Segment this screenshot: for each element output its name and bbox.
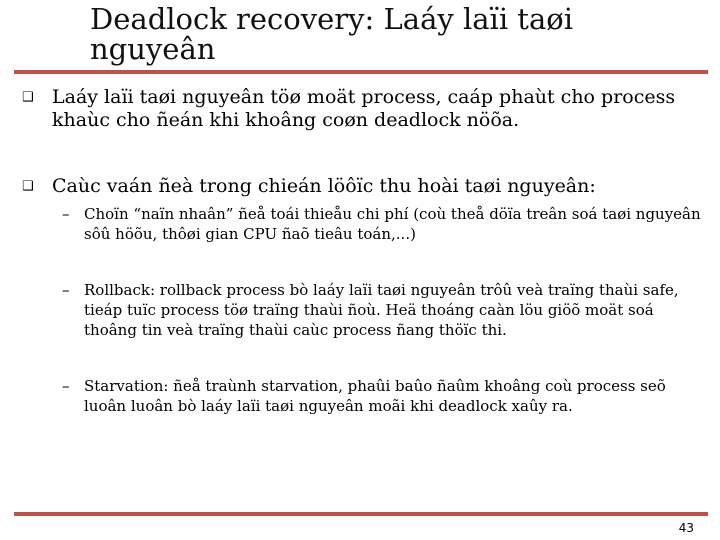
bottom-divider [14,512,708,516]
checkbox-bullet-icon: ❑ [22,90,34,105]
sub-bullet-item [62,376,702,416]
checkbox-bullet-icon: ❑ [22,179,34,194]
sub-bullet-text: Starvation: ñeå traùnh starvation, phaûi baûo ñaûm khoâng coù process seõ luoân luoân bò laáy laïi taøi nguyeân moãi khi deadlock xaûy ra. [84,377,666,415]
bullet-text: Caùc vaán ñeà trong chieán löôïc thu hoài taøi nguyeân: [52,175,596,197]
dash-bullet-icon: – [62,377,70,395]
dash-bullet-icon: – [62,281,70,299]
sub-bullet-text: Choïn “naïn nhaân” ñeå toái thieåu chi phí (coù theå döïa treân soá taøi nguyeân sôû höõu, thôøi gian CPU ñaõ tieâu toán,...) [84,205,701,243]
bullet-item [22,175,712,198]
top-divider [14,70,708,74]
sub-bullet-text: Rollback: rollback process bò laáy laïi taøi nguyeân trôû veà traïng thaùi safe, tieáp tuïc process töø traïng thaùi ñoù. Heä thoáng caàn löu giöõ moät soá thoâng tin veà traïng thaùi caùc process ñang thöïc thi. [84,281,679,339]
dash-bullet-icon: – [62,205,70,223]
bullet-item [22,86,712,132]
sub-bullet-item [62,204,702,244]
slide-title: Deadlock recovery: Laáy laïi taøi nguyeân [90,2,573,66]
sub-bullet-item [62,280,702,340]
page-number: 43 [678,521,694,535]
bullet-text: Laáy laïi taøi nguyeân töø moät process, caáp phaùt cho process khaùc cho ñeán khi khoâng coøn deadlock nöõa. [52,86,676,131]
